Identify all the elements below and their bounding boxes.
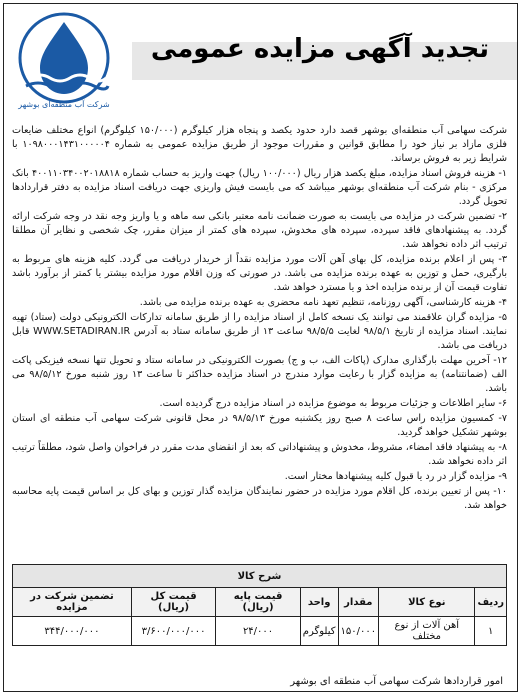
table-cell: ۱	[475, 617, 507, 646]
table-cell: کیلوگرم	[300, 617, 338, 646]
goods-table	[12, 564, 507, 646]
table-cell: ۳۴۴/۰۰۰/۰۰۰	[13, 617, 132, 646]
table-cell: ۳/۶۰۰/۰۰۰/۰۰۰	[131, 617, 215, 646]
column-header: واحد	[300, 588, 338, 617]
column-header: قیمت کل (ریال)	[131, 588, 215, 617]
clause-paragraph: ۱۰- پس از تعیین برنده، کل اقلام مورد مزایده در حضور نمایندگان مزایده گذار توزین و بهای کل بر اساس قیمت پایه محاسبه خواهد شد.	[12, 486, 507, 511]
notice-body	[12, 124, 507, 514]
notice-page	[3, 3, 518, 692]
table-title: شرح کالا	[13, 565, 507, 588]
clause-paragraph: ۴- هزینه کارشناسی، آگهی روزنامه، تنظیم تعهد نامه محضری به عهده برنده مزایده می باشد.	[139, 297, 507, 308]
intro-paragraph: شرکت سهامی آب منطقه‌ای بوشهر قصد دارد حدود یکصد و پنجاه هزار کیلوگرم (۱۵۰/۰۰۰ کیلوگرم) انواع مختلف ضایعات فلزی مازاد بر نیاز خود را مطابق قوانین و مقررات موجود از طریق مزایده عمومی به شماره ۱۰۹۸۰۰۰۱۴۳۱۰۰۰۰۰۴ با شرایط زیر به فروش برساند.	[12, 125, 507, 164]
logo-text: شرکت آب منطقه‌ای بوشهر	[18, 100, 110, 109]
table-cell: آهن آلات از نوع مختلف	[379, 617, 475, 646]
table-cell: ۲۴/۰۰۰	[216, 617, 300, 646]
headline: تجدید آگهی مزایده عمومی	[150, 34, 490, 64]
footer-signature: امور قراردادها شرکت سهامی آب منطقه ای بوشهر	[290, 676, 503, 687]
clause-paragraph: ۶- سایر اطلاعات و جزئیات مربوط به موضوع مزایده در اسناد مزایده درج گردیده است.	[159, 398, 507, 409]
clause-paragraph: ۳- پس از اعلام برنده مزایده، کل بهای آهن آلات مورد مزایده نقداً از خریدار دریافت می گردد. کلیه هزینه های مربوط به بارگیری، حمل و توزین به عهده برنده مزایده می باشد. در صورتی که وزن اقلام مورد مزایده بیشتر یا کمتر از برآورد باشد تفاوت قیمت آن از برنده مزایده اخذ و یا مسترد خواهد شد.	[12, 254, 507, 293]
column-header: ردیف	[475, 588, 507, 617]
column-header: قیمت پایه (ریال)	[216, 588, 300, 617]
goods-table-wrap	[12, 564, 507, 646]
header	[4, 4, 517, 122]
table-cell: ۱۵۰/۰۰۰	[338, 617, 379, 646]
table-row	[13, 617, 507, 646]
table-header-row	[13, 588, 507, 617]
clause-paragraph: ۷- کمسیون مزایده راس ساعت ۸ صبح روز یکشنبه مورخ ۹۸/۵/۱۳ در محل قانونی شرکت سهامی آب منطقه ای استان بوشهر تشکیل خواهد گردید.	[12, 413, 507, 438]
clause-paragraph: ۱- هزینه فروش اسناد مزایده، مبلغ یکصد هزار ریال (۱۰۰/۰۰۰ ریال) جهت واریز به حساب شماره ۴۰۰۱۱۰۳۴۰۰۲۰۱۸۸۱۸ بانک مرکزی - بنام شرکت آب منطقه‌ای بوشهر میباشد که می بایست فیش واریزی جهت دریافت اسناد مزایده به دفتر قراردادها تحویل گردد.	[12, 168, 507, 207]
clause-paragraph: ۲- تضمین شرکت در مزایده می بایست به صورت ضمانت نامه معتبر بانکی سه ماهه و یا واریز وجه نقد در وجه شرکت ارائه گردد. به پیشنهادهای فاقد سپرده، سپرده های مخدوش، سپرده های کمتر از میزان مقرر، چک شخصی و نظایر آن مطلقا ترتیب اثر داده نخواهد شد.	[12, 211, 507, 250]
clause-paragraph: ۸- به پیشنهاد فاقد امضاء، مشروط، مخدوش و پیشنهاداتی که بعد از انقضای مدت مقرر در فراخوان واصل شود، مطلقاً ترتیب اثر داده نخواهد شد.	[12, 442, 507, 467]
clause-paragraph: ۱۲- آخرین مهلت بارگذاری مدارک (پاکات الف، ب و ج) بصورت الکترونیکی در سامانه ستاد و تحویل تنها نسخه فیزیکی پاکت الف (ضمانتنامه) به مزایده گزار با رعایت موارد مندرج در اسناد مزایده حداکثر تا ساعت ۱۳ روز شنبه مورخ ۹۸/۵/۱۲ می باشد.	[12, 355, 507, 394]
clause-paragraph: ۵- مزایده گران علاقمند می توانند یک نسخه کامل از اسناد مزایده را از طریق سامانه تدارکات الکترونیکی دولت (ستاد) تهیه نمایند. اسناد مزایده از تاریخ ۹۸/۵/۱ لغایت ۹۸/۵/۵ ساعت ۱۳ از طریق سامانه ستاد به آدرس WWW.SETADIRAN.IR قابل دریافت می باشد.	[12, 312, 507, 351]
column-header: تضمین شرکت در مزایده	[13, 588, 132, 617]
clause-paragraph: ۹- مزایده گزار در رد یا قبول کلیه پیشنهادها مختار است.	[284, 471, 507, 482]
column-header: نوع کالا	[379, 588, 475, 617]
column-header: مقدار	[338, 588, 379, 617]
